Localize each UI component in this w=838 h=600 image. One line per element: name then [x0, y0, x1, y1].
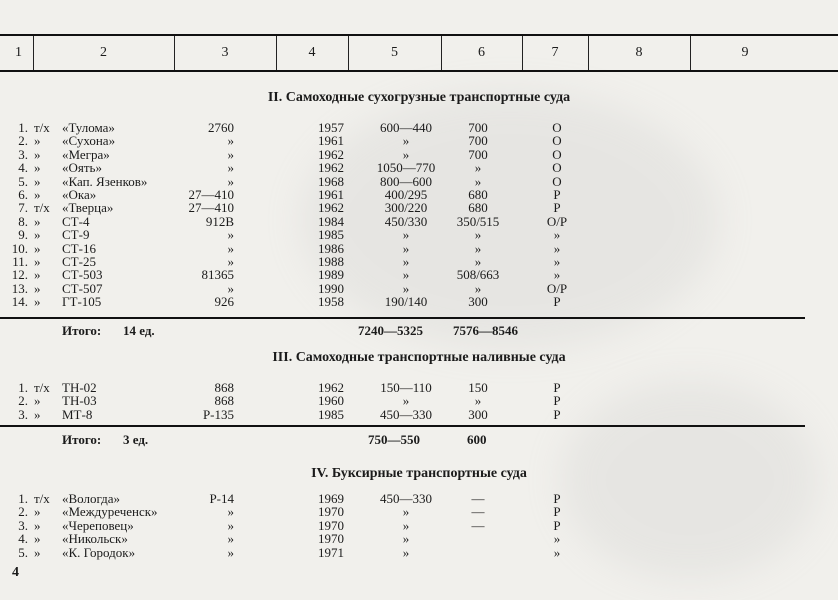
cell-cap: » — [402, 254, 410, 269]
cell-reg: » — [553, 227, 561, 243]
cell-year: 1958 — [318, 294, 344, 310]
cell-name: «Тверца» — [62, 200, 114, 216]
cell-proj: » — [227, 517, 234, 533]
cell-num: 11. — [12, 254, 28, 269]
table-row — [0, 255, 838, 269]
cell-cap: » — [402, 280, 410, 296]
cell-year: 1962 — [318, 380, 344, 395]
cell-cap: » — [402, 133, 410, 149]
total-capacity: 750—550 — [368, 432, 420, 447]
cell-proj: 868 — [214, 393, 234, 409]
cell-cap: » — [402, 146, 410, 162]
cell-num: 8. — [18, 213, 28, 229]
total-label: Итого: — [62, 432, 102, 447]
cell-name: СТ-507 — [62, 280, 103, 296]
cell-year: 1962 — [318, 160, 344, 176]
column-header-2: 2 — [100, 45, 107, 60]
cell-num: 7. — [18, 200, 28, 216]
cell-year: 1962 — [318, 146, 344, 162]
table-row — [0, 408, 838, 422]
cell-reg: Р — [553, 406, 561, 422]
cell-name: «Междуреченск» — [62, 504, 158, 520]
cell-proj: » — [227, 146, 234, 162]
table-row — [0, 268, 838, 282]
cell-year: 1986 — [318, 240, 344, 256]
cell-num: 2. — [18, 393, 28, 409]
cell-reg: Р — [553, 517, 561, 533]
cell-load: » — [474, 240, 482, 256]
cell-cap: 190/140 — [384, 294, 428, 310]
cell-year: 1957 — [318, 120, 344, 135]
cell-num: 10. — [11, 240, 28, 256]
cell-load: 508/663 — [456, 267, 500, 283]
cell-load: 350/515 — [456, 213, 500, 229]
cell-reg: О — [552, 120, 562, 135]
cell-num: 1. — [18, 120, 28, 135]
cell-type: » — [34, 294, 41, 310]
cell-load: » — [474, 393, 482, 409]
table-row — [0, 228, 838, 242]
cell-name: ТН-02 — [62, 380, 97, 395]
cell-reg: О/Р — [546, 280, 568, 296]
cell-cap: » — [402, 227, 410, 243]
cell-cap: 400/295 — [384, 187, 428, 202]
cell-year: 1989 — [318, 267, 344, 283]
section-title: II. Самоходные сухогрузные транспортные суда — [267, 90, 571, 105]
cell-reg: » — [553, 531, 561, 547]
table-row — [0, 242, 838, 256]
cell-num: 1. — [18, 380, 28, 395]
cell-name: «Никольск» — [62, 531, 128, 547]
cell-proj: » — [227, 544, 234, 560]
cell-name: ТН-03 — [62, 393, 97, 409]
cell-name: «Тулома» — [62, 120, 115, 135]
cell-name: МТ-8 — [62, 406, 93, 422]
cell-num: 3. — [18, 146, 28, 162]
cell-type: » — [34, 393, 41, 409]
cell-type: » — [34, 173, 41, 189]
cell-type: » — [34, 146, 41, 162]
cell-type: » — [34, 160, 41, 176]
cell-load: 300 — [468, 294, 488, 310]
cell-name: «Кап. Язенков» — [62, 173, 148, 189]
cell-type: » — [34, 227, 41, 243]
cell-proj: 912В — [205, 213, 234, 229]
cell-proj: » — [227, 531, 234, 547]
table-row — [0, 134, 838, 148]
cell-proj: » — [227, 227, 234, 243]
cell-reg: О — [552, 160, 562, 176]
cell-load: 150 — [468, 380, 488, 395]
cell-proj: Р-14 — [209, 491, 234, 506]
cell-cap: 600—440 — [380, 120, 432, 135]
cell-type: » — [34, 544, 41, 560]
cell-type: » — [34, 213, 41, 229]
table-row — [0, 295, 838, 309]
cell-load: 680 — [468, 200, 488, 216]
cell-cap: » — [402, 267, 410, 283]
table-row — [0, 121, 838, 135]
cell-type: т/х — [34, 491, 50, 506]
cell-year: 1990 — [318, 280, 344, 296]
cell-type: » — [34, 531, 41, 547]
cell-num: 6. — [18, 187, 28, 202]
column-header-6: 6 — [478, 45, 485, 60]
column-header-1: 1 — [15, 45, 22, 60]
total-rule — [0, 425, 805, 427]
cell-cap: 800—600 — [380, 173, 432, 189]
cell-year: 1985 — [318, 406, 344, 422]
cell-type: » — [34, 133, 41, 149]
total-load: 7576—8546 — [453, 323, 518, 338]
total-count: 14 ед. — [123, 323, 155, 338]
cell-name: «Сухона» — [62, 133, 116, 149]
cell-proj: 868 — [214, 380, 234, 395]
cell-reg: Р — [553, 187, 561, 202]
column-header-8: 8 — [635, 45, 643, 60]
cell-cap: 450—330 — [380, 406, 432, 422]
cell-cap: » — [402, 531, 410, 547]
cell-proj: 2760 — [208, 120, 234, 135]
total-label: Итого: — [62, 323, 102, 338]
cell-year: 1961 — [318, 187, 344, 202]
cell-cap: » — [402, 393, 410, 409]
cell-proj: » — [227, 504, 234, 520]
cell-name: «К. Городок» — [62, 544, 136, 560]
cell-cap: » — [402, 544, 410, 560]
cell-num: 2. — [18, 504, 28, 520]
cell-num: 9. — [18, 227, 28, 243]
cell-year: 1984 — [318, 213, 344, 229]
column-header-5: 5 — [391, 45, 398, 60]
cell-load: — — [471, 491, 485, 506]
cell-type: т/х — [34, 380, 50, 395]
cell-name: СТ-503 — [62, 267, 103, 283]
table-row — [0, 381, 838, 395]
cell-year: 1968 — [318, 173, 344, 189]
cell-type: т/х — [34, 200, 50, 216]
cell-reg: О — [552, 133, 562, 149]
section-title: IV. Буксирные транспортные суда — [311, 466, 527, 481]
cell-load: » — [474, 280, 482, 296]
cell-reg: Р — [553, 200, 561, 216]
cell-cap: 150—110 — [380, 380, 432, 395]
cell-load: » — [474, 160, 482, 176]
cell-proj: » — [227, 133, 234, 149]
cell-load: 700 — [468, 146, 488, 162]
cell-name: СТ-4 — [62, 213, 90, 229]
cell-load: 700 — [468, 133, 488, 149]
cell-num: 4. — [18, 531, 28, 547]
total-count: 3 ед. — [123, 432, 149, 447]
cell-year: 1985 — [318, 227, 344, 243]
section-title: III. Самоходные транспортные наливные суда — [272, 350, 566, 365]
cell-year: 1971 — [318, 544, 344, 560]
cell-name: СТ-16 — [62, 240, 96, 256]
header-bottom-rule — [0, 70, 838, 72]
cell-reg: Р — [553, 491, 561, 506]
cell-type: » — [34, 187, 41, 202]
cell-reg: » — [553, 544, 561, 560]
cell-reg: Р — [553, 380, 561, 395]
cell-load: » — [474, 227, 482, 243]
cell-num: 1. — [18, 491, 28, 506]
column-header-4: 4 — [308, 45, 316, 60]
cell-type: » — [34, 406, 41, 422]
cell-type: » — [34, 267, 41, 283]
cell-num: 2. — [18, 133, 28, 149]
cell-reg: О/Р — [546, 213, 568, 229]
cell-num: 4. — [18, 160, 28, 176]
cell-proj: Р-135 — [202, 406, 234, 422]
cell-type: » — [34, 254, 41, 269]
cell-name: «Оять» — [62, 160, 102, 176]
cell-proj: 81365 — [201, 267, 234, 283]
cell-reg: » — [553, 267, 561, 283]
cell-num: 3. — [18, 406, 28, 422]
cell-proj: » — [227, 280, 234, 296]
cell-load: — — [471, 504, 485, 520]
cell-proj: 926 — [214, 294, 234, 310]
cell-cap: » — [402, 517, 410, 533]
cell-reg: Р — [553, 504, 561, 520]
cell-type: т/х — [34, 120, 50, 135]
cell-year: 1969 — [318, 491, 344, 506]
cell-reg: О — [552, 173, 562, 189]
cell-cap: 450/330 — [384, 213, 428, 229]
cell-year: 1970 — [318, 531, 344, 547]
total-load: 600 — [467, 432, 487, 447]
cell-name: «Мегра» — [62, 146, 110, 162]
column-header-7: 7 — [551, 45, 559, 60]
cell-cap: 1050—770 — [376, 160, 436, 176]
header-top-rule — [0, 34, 838, 36]
cell-proj: 27—410 — [188, 200, 234, 216]
cell-proj: » — [227, 254, 234, 269]
total-row — [0, 323, 838, 339]
cell-load: — — [471, 517, 485, 533]
cell-name: «Череповец» — [62, 517, 134, 533]
cell-load: 700 — [468, 120, 488, 135]
total-capacity: 7240—5325 — [358, 323, 423, 338]
cell-proj: 27—410 — [188, 187, 234, 202]
cell-num: 5. — [18, 544, 28, 560]
cell-reg: » — [553, 254, 561, 269]
cell-cap: » — [402, 504, 410, 520]
cell-load: 300 — [468, 406, 488, 422]
cell-year: 1970 — [318, 517, 344, 533]
cell-load: 680 — [468, 187, 488, 202]
cell-year: 1988 — [318, 254, 344, 269]
cell-year: 1961 — [318, 133, 344, 149]
cell-type: » — [34, 517, 41, 533]
column-header-3: 3 — [221, 45, 229, 60]
cell-reg: О — [552, 146, 562, 162]
cell-load: » — [474, 254, 482, 269]
cell-proj: » — [227, 240, 234, 256]
cell-year: 1970 — [318, 504, 344, 520]
cell-name: ГТ-105 — [62, 294, 102, 310]
cell-cap: 450—330 — [380, 491, 432, 506]
cell-cap: 300/220 — [384, 200, 428, 216]
cell-reg: Р — [553, 393, 561, 409]
cell-type: » — [34, 280, 41, 296]
cell-type: » — [34, 504, 41, 520]
cell-name: СТ-25 — [62, 254, 96, 269]
table-row — [0, 546, 838, 560]
column-header-9: 9 — [741, 45, 749, 60]
cell-proj: » — [227, 160, 234, 176]
cell-name: «Вологда» — [62, 491, 121, 506]
page-number: 4 — [12, 565, 19, 580]
table-row — [0, 215, 838, 229]
cell-year: 1962 — [318, 200, 344, 216]
cell-num: 12. — [11, 267, 28, 283]
cell-num: 14. — [11, 294, 28, 310]
cell-year: 1960 — [318, 393, 344, 409]
cell-reg: Р — [553, 294, 561, 310]
cell-cap: » — [402, 240, 410, 256]
cell-num: 13. — [11, 280, 28, 296]
cell-type: » — [34, 240, 41, 256]
cell-proj: » — [227, 173, 234, 189]
cell-load: » — [474, 173, 482, 189]
cell-name: «Ока» — [62, 187, 97, 202]
cell-num: 5. — [18, 173, 28, 189]
cell-name: СТ-9 — [62, 227, 90, 243]
cell-num: 3. — [18, 517, 28, 533]
total-row — [0, 432, 838, 448]
cell-reg: » — [553, 240, 561, 256]
total-rule — [0, 317, 805, 319]
